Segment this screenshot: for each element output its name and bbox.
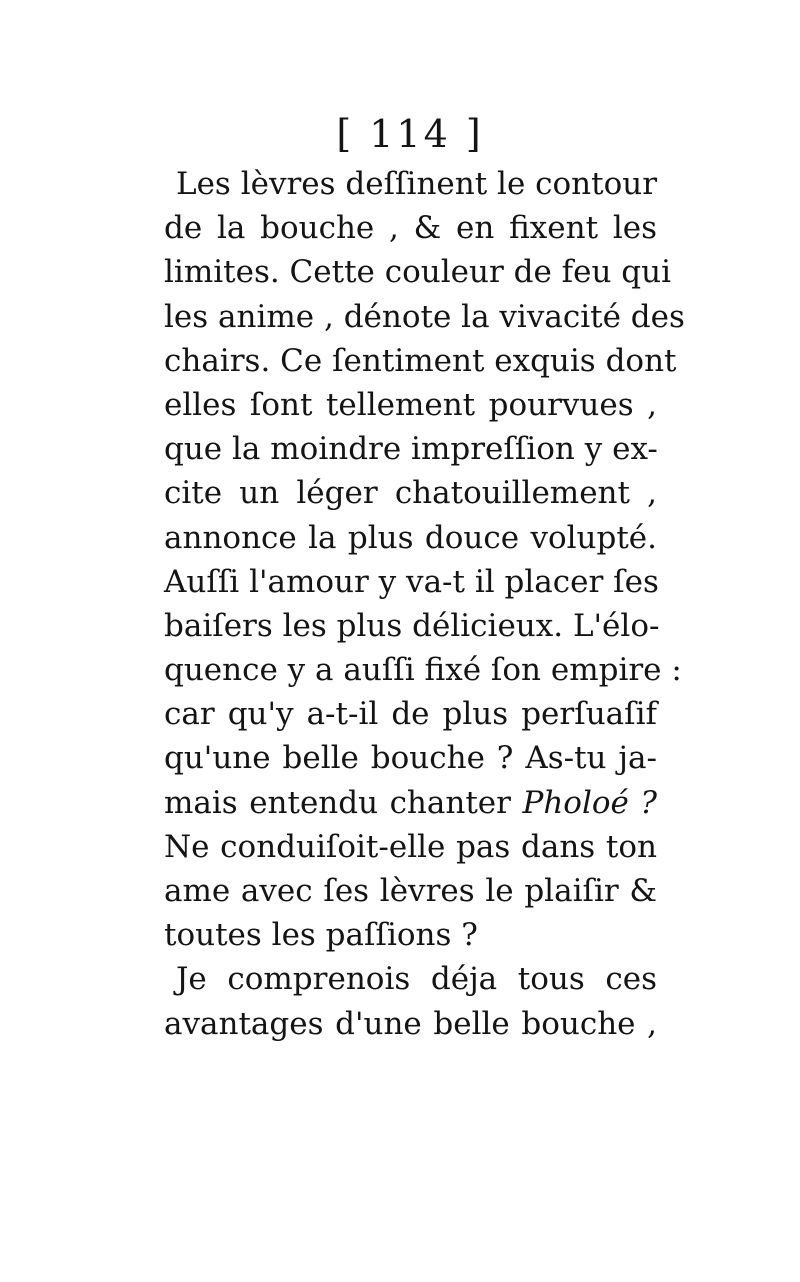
body-text — [164, 162, 685, 1046]
text-line: quence y a auſſi fixé ſon empire : — [164, 652, 682, 689]
text-line-with-name — [164, 781, 657, 825]
text-line: baiſers les plus délicieux. L'élo- — [164, 607, 660, 644]
text-line: que la moindre impreſſion y ex- — [164, 431, 658, 468]
page-number: [ 114 ] — [336, 112, 484, 156]
text-line: car qu'y a-t-il de plus perſuaſif — [164, 696, 657, 733]
text-line: cite un léger chatouillement , — [164, 475, 657, 512]
text-segment: mais entendu chanter — [164, 784, 511, 821]
text-line: chairs. Ce ſentiment exquis dont — [164, 342, 677, 379]
text-line: Les lèvres deſſinent le contour — [176, 166, 658, 202]
text-line: Auſſi l'amour y va-t il placer ſes — [164, 563, 659, 600]
text-line: Je comprenois déja tous ces — [176, 961, 657, 998]
text-line: avantages d'une belle bouche , — [164, 1005, 657, 1042]
text-line: limites. Cette couleur de feu qui — [164, 254, 672, 291]
text-line: qu'une belle bouche ? As-tu ja- — [164, 740, 657, 777]
text-line: de la bouche , & en fixent les — [164, 210, 657, 247]
text-line: Ne conduiſoit-elle pas dans ton — [164, 828, 657, 865]
text-line: elles ſont tellement pourvues , — [164, 386, 657, 423]
text-line: annonce la plus douce volupté. — [164, 519, 657, 556]
text-line: ame avec ſes lèvres le plaiſir & — [164, 873, 657, 909]
text-line: les anime , dénote la vivacité des — [164, 298, 685, 335]
text-line: toutes les paſſions ? — [164, 917, 478, 954]
italic-name: Pholoé ? — [522, 784, 657, 821]
